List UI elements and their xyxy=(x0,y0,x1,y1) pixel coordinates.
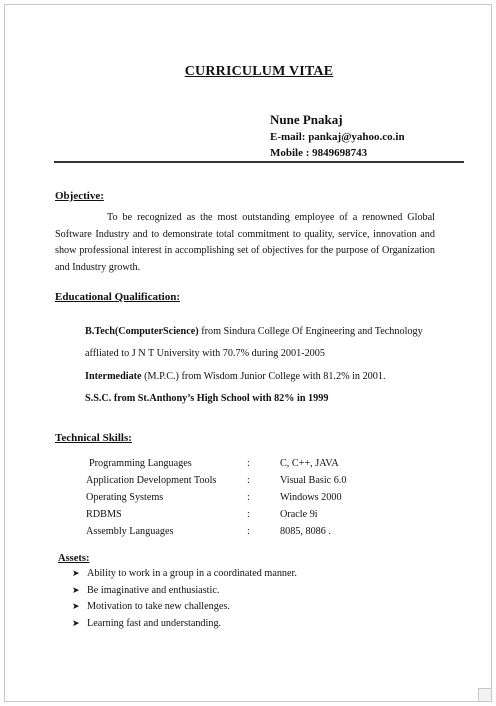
skill-value: Visual Basic 6.0 xyxy=(280,475,347,486)
skill-colon: : xyxy=(247,492,250,503)
skill-colon: : xyxy=(247,458,250,469)
education-ssc xyxy=(85,393,328,404)
ssc-text: S.S.C. from St.Anthony’s High School with 82% in 1999 xyxy=(85,393,329,404)
email-line: E-mail: pankaj@yahoo.co.in xyxy=(270,131,405,143)
skill-name: Programming Languages xyxy=(89,458,192,469)
resize-corner-icon xyxy=(478,688,492,702)
btech-label: B.Tech(ComputerScience) xyxy=(85,326,199,337)
skill-name: Operating Systems xyxy=(86,492,164,503)
skill-colon: : xyxy=(247,475,250,486)
arrow-bullet-icon: ➤ xyxy=(72,601,80,611)
skill-value: Oracle 9i xyxy=(280,509,318,520)
list-item: ➤ Be imaginative and enthusiastic. xyxy=(72,584,220,596)
education-intermediate xyxy=(85,371,386,382)
list-item: ➤ Ability to work in a group in a coordinated manner. xyxy=(72,568,297,579)
skill-value: C, C++, JAVA xyxy=(280,458,339,469)
arrow-bullet-icon: ➤ xyxy=(72,584,80,595)
candidate-name: Nune Pnakaj xyxy=(270,112,343,127)
objective-paragraph xyxy=(55,210,435,276)
arrow-bullet-icon: ➤ xyxy=(72,617,80,628)
header-divider xyxy=(54,161,464,163)
objective-text: To be recognized as the most outstanding employee of a renowned Global Software Industry and to demonstrate total commitment to quality, service, innovation and show professional interest in accomplishing set of objectives for the purpose of Organization and Industry growth. xyxy=(55,212,435,273)
list-item: ➤ Motivation to take new challenges. xyxy=(72,601,230,612)
skill-colon: : xyxy=(247,509,250,520)
list-item: ➤ Learning fast and understanding. xyxy=(72,617,222,629)
mobile-line: Mobile : 9849698743 xyxy=(270,147,368,159)
arrow-bullet-icon: ➤ xyxy=(72,568,80,578)
skill-name: Assembly Languages xyxy=(86,526,174,537)
skill-value: Windows 2000 xyxy=(280,492,342,503)
intermediate-label: Intermediate xyxy=(85,371,142,382)
assets-heading: Assets: xyxy=(58,553,90,564)
btech-text: from Sindura College Of Engineering and Technology xyxy=(198,326,423,337)
education-heading: Educational Qualification: xyxy=(55,291,180,303)
assets-list xyxy=(72,566,297,632)
document-title: CURRICULUM VITAE xyxy=(184,64,334,79)
objective-heading: Objective: xyxy=(55,190,104,202)
skill-name: Application Development Tools xyxy=(86,475,217,486)
skill-value: 8085, 8086 . xyxy=(280,526,331,537)
skill-colon: : xyxy=(247,526,250,537)
intermediate-text: (M.P.C.) from Wisdom Junior College with 81.2% in 2001. xyxy=(141,371,386,382)
skill-name: RDBMS xyxy=(86,509,122,520)
education-btech-line2: affliated to J N T University with 70.7% during 2001-2005 xyxy=(85,348,325,359)
skills-heading: Technical Skills: xyxy=(55,432,132,444)
education-btech xyxy=(85,326,423,337)
